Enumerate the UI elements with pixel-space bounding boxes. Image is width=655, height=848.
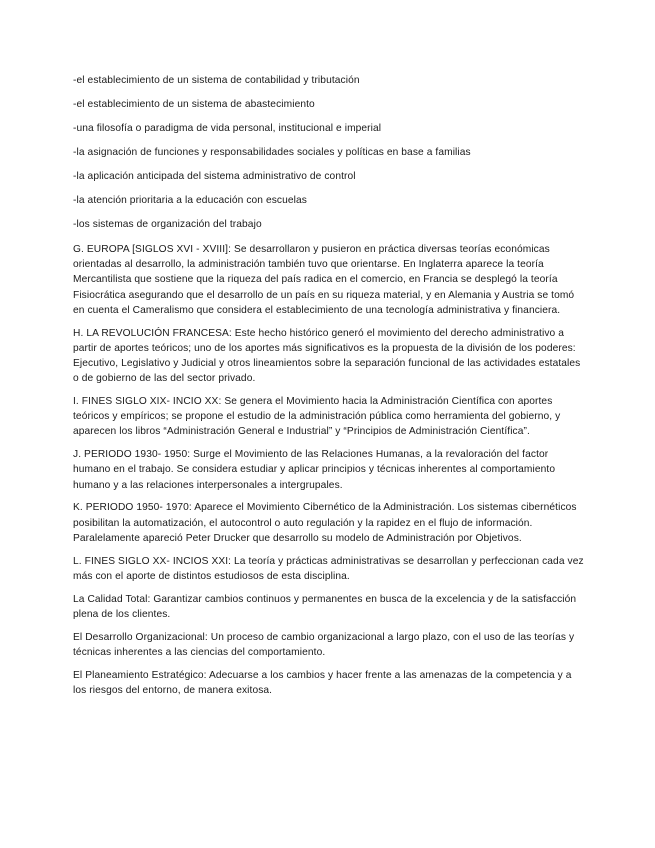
list-item: -la asignación de funciones y responsabilidades sociales y políticas en base a familias [73, 147, 471, 158]
paragraph-revolucion-francesa: H. LA REVOLUCIÓN FRANCESA: Este hecho histórico generó el movimiento del derecho administrativo a partir de aportes teóricos; uno de los aportes más significativos es la propuesta de la división de los poderes: Ejecutivo, Legislativo y Judicial y otros lineamientos sobre la separación funcional de las actividades estatales o de gobierno de las del sector privado. [73, 327, 581, 385]
paragraph-desarrollo-organizacional: El Desarrollo Organizacional: Un proceso de cambio organizacional a largo plazo, con el uso de las teorías y técnicas inherentes a las ciencias del comportamiento. [73, 631, 575, 658]
body-text [73, 242, 585, 698]
paragraph-periodo-1950: K. PERIODO 1950- 1970: Aparece el Movimiento Cibernético de la Administración. Los sistemas cibernéticos posibilitan la automatización, el autocontrol o auto regulación y la rapidez en el flujo de información. Paralelamente apareció Peter Drucker que desarrollo su modelo de Administración por Objetivos. [73, 502, 577, 544]
bullet-list [73, 74, 585, 231]
paragraph-planeamiento-estrategico: El Planeamiento Estratégico: Adecuarse a los cambios y hacer frente a las amenazas de la competencia y a los riesgos del entorno, de manera exitosa. [73, 669, 572, 696]
paragraph-fines-siglo-xx: L. FINES SIGLO XX- INCIOS XXI: La teoría y prácticas administrativas se desarrollan y perfeccionan cada vez más con el aporte de distintos estudiosos de esta disciplina. [73, 555, 584, 582]
list-item: -una filosofía o paradigma de vida personal, institucional e imperial [73, 123, 382, 134]
paragraph-europa: G. EUROPA [SIGLOS XVI - XVIII]: Se desarrollaron y pusieron en práctica diversas teorías económicas orientadas al desarrollo, la administración también tuvo que orientarse. En Inglaterra aparece la teoría Mercantilista que sostiene que la riqueza del país radica en el comercio, en Francia se desplegó la teoría Fisiocrática asegurando que el desarrollo de un país en su riqueza material, y en Alemania y Austria se tomó en cuenta el Cameralismo que considera el establecimiento de una tecnología administrativa y financiera. [73, 244, 575, 316]
list-item: -los sistemas de organización del trabajo [73, 219, 262, 230]
paragraph-fines-siglo-xix: I. FINES SIGLO XIX- INCIO XX: Se genera el Movimiento hacia la Administración Científica con aportes teóricos y empíricos; se propone el estudio de la administración pública como herramienta del gobierno, y aparecen los libros “Administración General e Industrial” y “Principios de Administración Científica”. [73, 396, 561, 438]
list-item: -el establecimiento de un sistema de abastecimiento [73, 99, 315, 110]
paragraph-calidad-total: La Calidad Total: Garantizar cambios continuos y permanentes en busca de la excelencia y de la satisfacción plena de los clientes. [73, 593, 577, 620]
list-item: -la atención prioritaria a la educación con escuelas [73, 195, 307, 206]
list-item: -el establecimiento de un sistema de contabilidad y tributación [73, 75, 360, 86]
paragraph-periodo-1930: J. PERIODO 1930- 1950: Surge el Movimiento de las Relaciones Humanas, a la revaloración del factor humano en el trabajo. Se considera estudiar y aplicar principios y técnicas inherentes al comportamiento humano y a las relaciones interpersonales a intergrupales. [73, 449, 556, 491]
list-item: -la aplicación anticipada del sistema administrativo de control [73, 171, 356, 182]
